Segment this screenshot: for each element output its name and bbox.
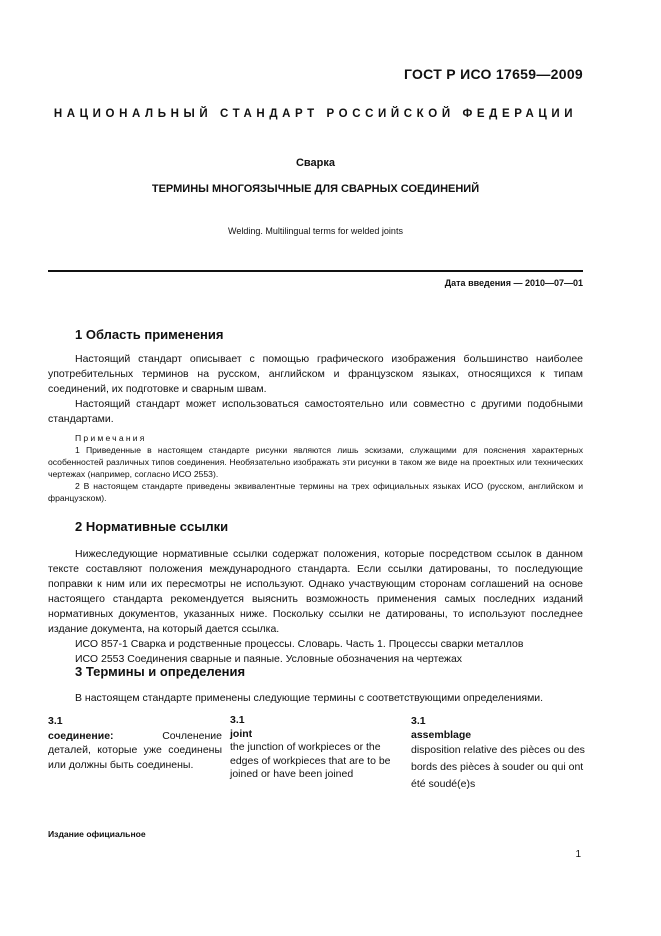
term-number-fr: 3.1	[411, 715, 426, 727]
section-1-paragraph-1: Настоящий стандарт описывает с помощью графического изображения большинство наиболее употребительных терминов на русском, английском и французском языках, относящихся к типам соединений, их подготовке и сварным швам.	[48, 353, 583, 395]
section-2-body	[48, 547, 583, 667]
section-1-heading: 1 Область применения	[75, 327, 224, 342]
standard-title: ТЕРМИНЫ МНОГОЯЗЫЧНЫЕ ДЛЯ СВАРНЫХ СОЕДИНЕНИЙ	[151, 183, 480, 195]
term-fr: assemblage	[411, 729, 472, 741]
term-column-english	[230, 714, 402, 782]
section-2-heading: 2 Нормативные ссылки	[75, 519, 229, 534]
term-entry-ru	[48, 729, 222, 773]
definition-fr: disposition relative des pièces ou des bords des pièces à souder ou qui ont été soudé(e)s	[411, 744, 585, 790]
reference-iso-2553: ИСО 2553 Соединения сварные и паяные. Условные обозначения на чертежах	[75, 653, 463, 665]
section-1-paragraph-2: Настоящий стандарт может использоваться самостоятельно или совместно с другими подобными стандартами.	[48, 398, 583, 425]
term-number-ru: 3.1	[48, 715, 63, 727]
term-column-french	[411, 714, 585, 793]
note-1: 1 Приведенные в настоящем стандарте рисунки являются лишь эскизами, служащими для пояснения характерных особенностей различных типов соединения. Необязательно изображать эти рисунки в таком же виде на проектных или технических чертежах (например, согласно ИСО 2553).	[48, 445, 583, 479]
term-ru: соединение:	[48, 729, 114, 742]
notes-label: Примечания	[75, 433, 147, 443]
english-title: Welding. Multilingual terms for welded joints	[228, 226, 403, 236]
term-number-en: 3.1	[230, 714, 245, 726]
note-2: 2 В настоящем стандарте приведены эквивалентные термины на трех официальных языках ИСО (русском, английском и французском).	[48, 481, 583, 503]
section-1-notes	[48, 433, 583, 504]
national-standard-heading: НАЦИОНАЛЬНЫЙ СТАНДАРТ РОССИЙСКОЙ ФЕДЕРАЦИИ	[53, 108, 578, 120]
definition-ru: Сочленение деталей, которые уже соединены или должны быть соединены.	[48, 729, 222, 771]
section-1-body	[48, 352, 583, 427]
effective-date: Дата введения — 2010—07—01	[444, 278, 583, 288]
reference-iso-857-1: ИСО 857-1 Сварка и родственные процессы. Словарь. Часть 1. Процессы сварки металлов	[75, 638, 524, 650]
section-2-paragraph: Нижеследующие нормативные ссылки содержат положения, которые посредством ссылок в данном тексте составляют положения международного стандарта. Если ссылки датированы, то последующие поправки к ним или их пересмотры не используют. Однако участвующим сторонам соглашений на основе настоящего стандарта рекомендуется выяснить возможность применения самых последних изданий нормативных документов, указанных ниже. Поскольку ссылки не датированы, то используют последнее издание документа, на который дается ссылка.	[48, 548, 583, 635]
header-divider	[48, 270, 583, 272]
definition-en: the junction of workpieces or the edges of workpieces that are to be joined or have been joined	[230, 741, 391, 780]
term-en: joint	[230, 727, 253, 740]
edition-note: Издание официальное	[48, 829, 146, 839]
standard-subject: Сварка	[295, 157, 336, 169]
section-3-heading: 3 Термины и определения	[75, 664, 246, 679]
term-column-russian	[48, 714, 222, 772]
standard-number: ГОСТ Р ИСО 17659—2009	[403, 66, 583, 82]
section-3-intro: В настоящем стандарте применены следующие термины с соответствующими определениями.	[75, 692, 544, 704]
page-number: 1	[575, 849, 581, 860]
